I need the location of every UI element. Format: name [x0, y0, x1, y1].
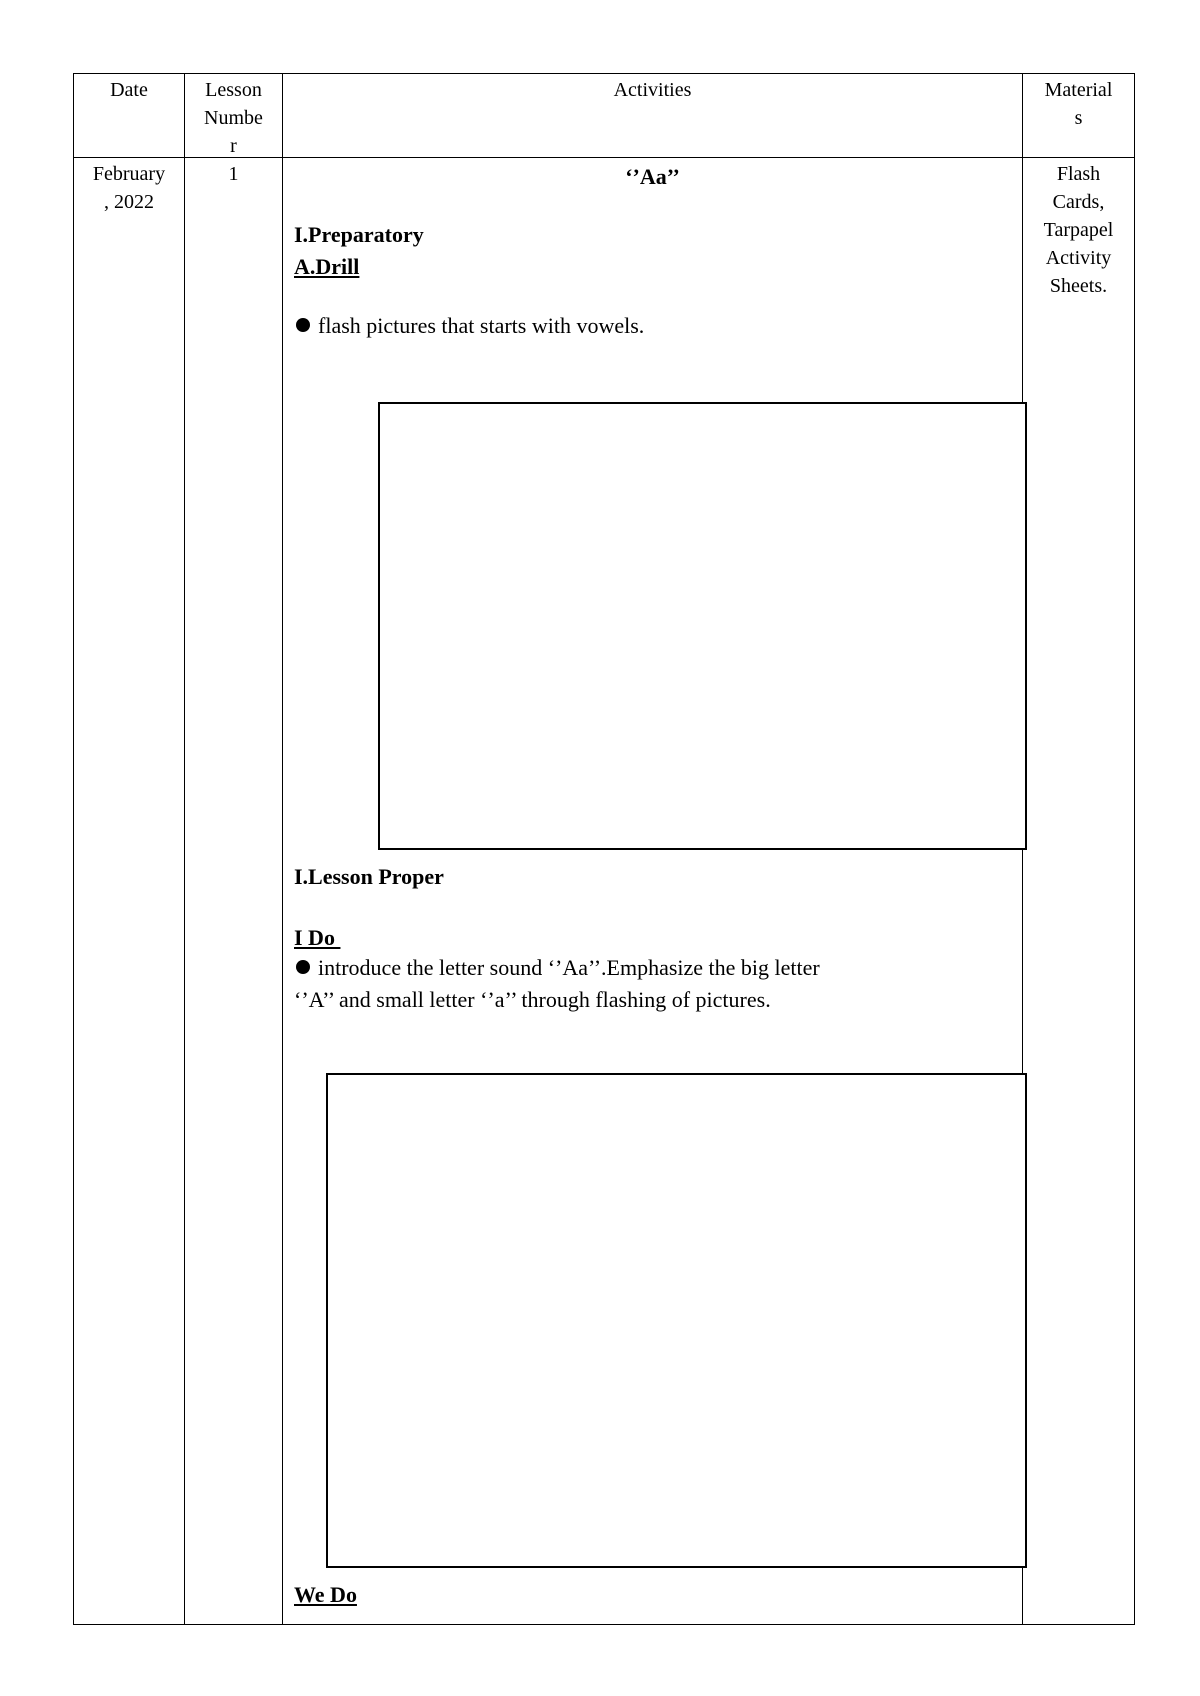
row-lesson-number [185, 160, 282, 188]
we-do-heading: We Do [294, 1582, 357, 1607]
col-divider-lesson [282, 73, 283, 1625]
bullet-icon [296, 960, 310, 974]
header-materials-line-1: Material [1044, 79, 1113, 101]
header-activities-line: Activities [613, 79, 692, 101]
col-divider-date [184, 73, 185, 1625]
row-materials [1023, 160, 1134, 300]
row-date-line-2: , 2022 [104, 191, 154, 213]
lesson-proper-heading: I.Lesson Proper [294, 864, 444, 889]
bullet-icon [296, 318, 310, 332]
row-materials-line-2: Cards, [1052, 191, 1105, 213]
i-do-heading: I Do [294, 925, 341, 950]
header-materials-line-2: s [1074, 107, 1083, 129]
header-lesson-line-2: Numbe [204, 107, 263, 129]
drill-heading: A.Drill [294, 254, 360, 279]
header-lesson-number [185, 76, 282, 160]
header-activities [283, 76, 1022, 104]
drill-bullet-text: flash pictures that starts with vowels. [318, 313, 645, 338]
i-do-picture-frame [326, 1073, 1027, 1568]
header-materials [1023, 76, 1134, 132]
header-date-line: Date [110, 79, 148, 101]
drill-picture-frame [378, 402, 1027, 850]
drill-bullet-item [296, 310, 644, 342]
preparatory-heading: I.Preparatory [294, 222, 424, 247]
i-do-bullet-line-1 [296, 952, 820, 984]
row-lesson-number-value: 1 [228, 163, 239, 185]
row-date [74, 160, 184, 216]
lesson-title: ‘’Aa’’ [625, 164, 680, 189]
table-bottom-border [73, 1624, 1135, 1625]
header-lesson-line-1: Lesson [205, 79, 262, 101]
table-top-border [73, 73, 1135, 74]
row-materials-line-4: Activity [1045, 247, 1112, 269]
i-do-bullet-item [296, 952, 820, 1016]
row-date-line-1: February [92, 163, 166, 185]
i-do-bullet-text-1: introduce the letter sound ‘’Aa’’.Emphasize the big letter [318, 955, 820, 980]
table-right-border [1134, 73, 1135, 1625]
header-date [74, 76, 184, 104]
header-lesson-line-3: r [230, 135, 237, 157]
row-materials-line-1: Flash [1056, 163, 1101, 185]
row-materials-line-3: Tarpapel [1043, 219, 1114, 241]
row-materials-line-5: Sheets. [1049, 275, 1108, 297]
table-left-border [73, 73, 74, 1625]
i-do-bullet-line-2: ‘’A’’ and small letter ‘’a’’ through flashing of pictures. [294, 987, 771, 1012]
